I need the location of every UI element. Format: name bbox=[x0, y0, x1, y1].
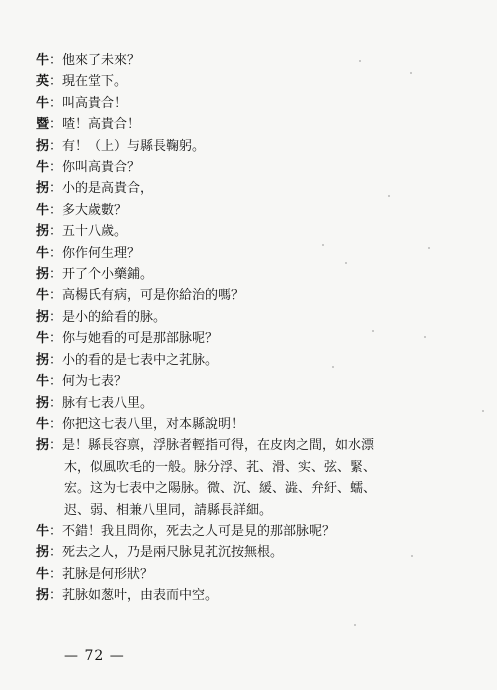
print-speck bbox=[428, 247, 430, 249]
dialogue-line bbox=[36, 521, 466, 542]
speaker-label: 牛 bbox=[36, 53, 50, 68]
speaker-label: 拐 bbox=[36, 395, 50, 411]
dialogue-line bbox=[36, 585, 466, 606]
dialogue-line bbox=[36, 243, 466, 264]
speaker-separator: ： bbox=[49, 588, 63, 604]
dialogue-text: 是！縣長容禀，浮脉者輕指可得，在皮肉之間，如水漂 bbox=[62, 438, 375, 454]
speaker-label: 拐 bbox=[36, 224, 50, 240]
speaker-label: 牛 bbox=[36, 160, 50, 176]
speaker-separator: ： bbox=[49, 267, 63, 283]
dialogue-line bbox=[36, 542, 466, 563]
speaker-separator: ： bbox=[49, 95, 63, 111]
speaker-label: 拐 bbox=[36, 181, 50, 197]
dialogue-text: 他來了未來？ bbox=[62, 53, 141, 68]
dialogue-text: 你与她看的可是那部脉呢？ bbox=[62, 331, 219, 347]
dialogue-line bbox=[36, 157, 466, 178]
print-speck bbox=[322, 244, 324, 246]
dialogue-line bbox=[36, 307, 466, 328]
print-speck bbox=[388, 195, 390, 197]
dialogue-line bbox=[36, 221, 466, 242]
dialogue-line bbox=[36, 414, 466, 435]
speaker-label: 牛 bbox=[36, 288, 50, 304]
speaker-label: 牛 bbox=[36, 374, 50, 390]
dialogue-text: 喳！高貴合！ bbox=[62, 117, 141, 133]
dialogue-line bbox=[36, 478, 466, 499]
dialogue-line bbox=[36, 71, 466, 92]
speaker-label: 牛 bbox=[36, 331, 50, 347]
speaker-label: 牛 bbox=[36, 523, 50, 539]
dialogue-line bbox=[36, 371, 466, 392]
dialogue-text: 高楊氏有病，可是你給治的嗎？ bbox=[62, 288, 245, 304]
print-speck bbox=[332, 366, 334, 368]
dialogue-text: 何为七表？ bbox=[62, 374, 128, 390]
print-speck bbox=[411, 555, 413, 557]
dialogue-line bbox=[36, 500, 466, 521]
dialogue-text: 多大歲數？ bbox=[62, 202, 128, 218]
speaker-label: 牛 bbox=[36, 566, 50, 582]
speaker-label: 拐 bbox=[36, 309, 50, 325]
print-speck bbox=[354, 624, 356, 626]
dialogue-line bbox=[36, 136, 466, 157]
print-speck bbox=[424, 336, 426, 338]
speaker-separator: ： bbox=[49, 74, 63, 90]
speaker-label: 拐 bbox=[36, 588, 50, 604]
dialogue-line bbox=[36, 457, 466, 478]
print-speck bbox=[345, 262, 347, 264]
speaker-separator: ： bbox=[49, 117, 63, 133]
dialogue-text: 木，似風吹毛的一般。脉分浮、芤、滑、实、弦、緊、 bbox=[64, 459, 377, 475]
speaker-label: 拐 bbox=[36, 352, 50, 368]
speaker-separator: ： bbox=[49, 438, 63, 454]
speaker-separator: ： bbox=[49, 545, 63, 561]
dialogue-text: 有！（上）与縣長鞠躬。 bbox=[62, 138, 206, 154]
speaker-separator: ： bbox=[49, 566, 63, 582]
dialogue-block bbox=[36, 50, 466, 607]
dialogue-text: 宏。这为七表中之陽脉。微、沉、緩、澁、弁紆、蠕、 bbox=[64, 481, 377, 497]
print-speck bbox=[359, 60, 361, 62]
speaker-separator: ： bbox=[49, 160, 63, 176]
dialogue-text: 死去之人，乃是兩尺脉見芤沉按無根。 bbox=[62, 545, 284, 561]
dialogue-text: 現在堂下。 bbox=[62, 74, 128, 90]
print-speck bbox=[372, 330, 374, 332]
speaker-label: 牛 bbox=[36, 202, 50, 218]
dialogue-text: 你作何生理？ bbox=[62, 245, 141, 261]
dialogue-text: 五十八歲。 bbox=[62, 224, 128, 240]
dialogue-text: 小的是高貴合， bbox=[62, 181, 154, 197]
speaker-separator: ： bbox=[49, 309, 63, 325]
speaker-separator: ： bbox=[49, 331, 63, 347]
speaker-separator: ： bbox=[49, 181, 63, 197]
page-number: — 72 — bbox=[64, 648, 125, 664]
dialogue-line bbox=[36, 328, 466, 349]
dialogue-line bbox=[36, 264, 466, 285]
speaker-separator: ： bbox=[49, 202, 63, 218]
dialogue-text: 芤脉是何形狀？ bbox=[62, 566, 154, 582]
speaker-label: 拐 bbox=[36, 545, 50, 561]
dialogue-line bbox=[36, 200, 466, 221]
speaker-separator: ： bbox=[49, 374, 63, 390]
dialogue-text: 叫高貴合！ bbox=[62, 95, 128, 111]
dialogue-text: 你把这七表八里，对本縣說明！ bbox=[62, 416, 245, 432]
dialogue-line bbox=[36, 114, 466, 135]
speaker-separator: ： bbox=[49, 138, 63, 154]
speaker-separator: ： bbox=[49, 523, 63, 539]
speaker-label: 英 bbox=[36, 74, 50, 90]
dialogue-text: 开了个小藥鋪。 bbox=[62, 267, 154, 283]
speaker-label: 牛 bbox=[36, 95, 50, 111]
speaker-separator: ： bbox=[49, 395, 63, 411]
speaker-label: 拐 bbox=[36, 267, 50, 283]
speaker-separator: ： bbox=[49, 288, 63, 304]
speaker-label: 拐 bbox=[36, 138, 50, 154]
speaker-label: 拐 bbox=[36, 438, 50, 454]
dialogue-line bbox=[36, 93, 466, 114]
speaker-label: 牛 bbox=[36, 416, 50, 432]
dialogue-text: 你叫高貴合？ bbox=[62, 160, 141, 176]
dialogue-text: 是小的給看的脉。 bbox=[62, 309, 167, 325]
dialogue-line bbox=[36, 350, 466, 371]
speaker-separator: ： bbox=[49, 224, 63, 240]
dialogue-line bbox=[36, 393, 466, 414]
speaker-label: 牛 bbox=[36, 245, 50, 261]
speaker-label: 暨 bbox=[36, 117, 50, 133]
speaker-separator: ： bbox=[49, 416, 63, 432]
speaker-separator: ： bbox=[49, 53, 63, 68]
dialogue-line bbox=[36, 178, 466, 199]
dialogue-text: 不錯！我且問你，死去之人可是見的那部脉呢？ bbox=[62, 523, 336, 539]
dialogue-text: 芤脉如葱叶，由表而中空。 bbox=[62, 588, 219, 604]
dialogue-line bbox=[36, 50, 466, 71]
dialogue-line bbox=[36, 435, 466, 456]
dialogue-line bbox=[36, 285, 466, 306]
dialogue-text: 小的看的是七表中之芤脉。 bbox=[62, 352, 219, 368]
print-speck bbox=[482, 410, 484, 412]
speaker-separator: ： bbox=[49, 352, 63, 368]
dialogue-text: 迟、弱、相兼八里同，請縣長詳細。 bbox=[64, 502, 273, 518]
dialogue-line bbox=[36, 564, 466, 585]
dialogue-text: 脉有七表八里。 bbox=[62, 395, 154, 411]
speaker-separator: ： bbox=[49, 245, 63, 261]
print-speck bbox=[410, 72, 412, 74]
